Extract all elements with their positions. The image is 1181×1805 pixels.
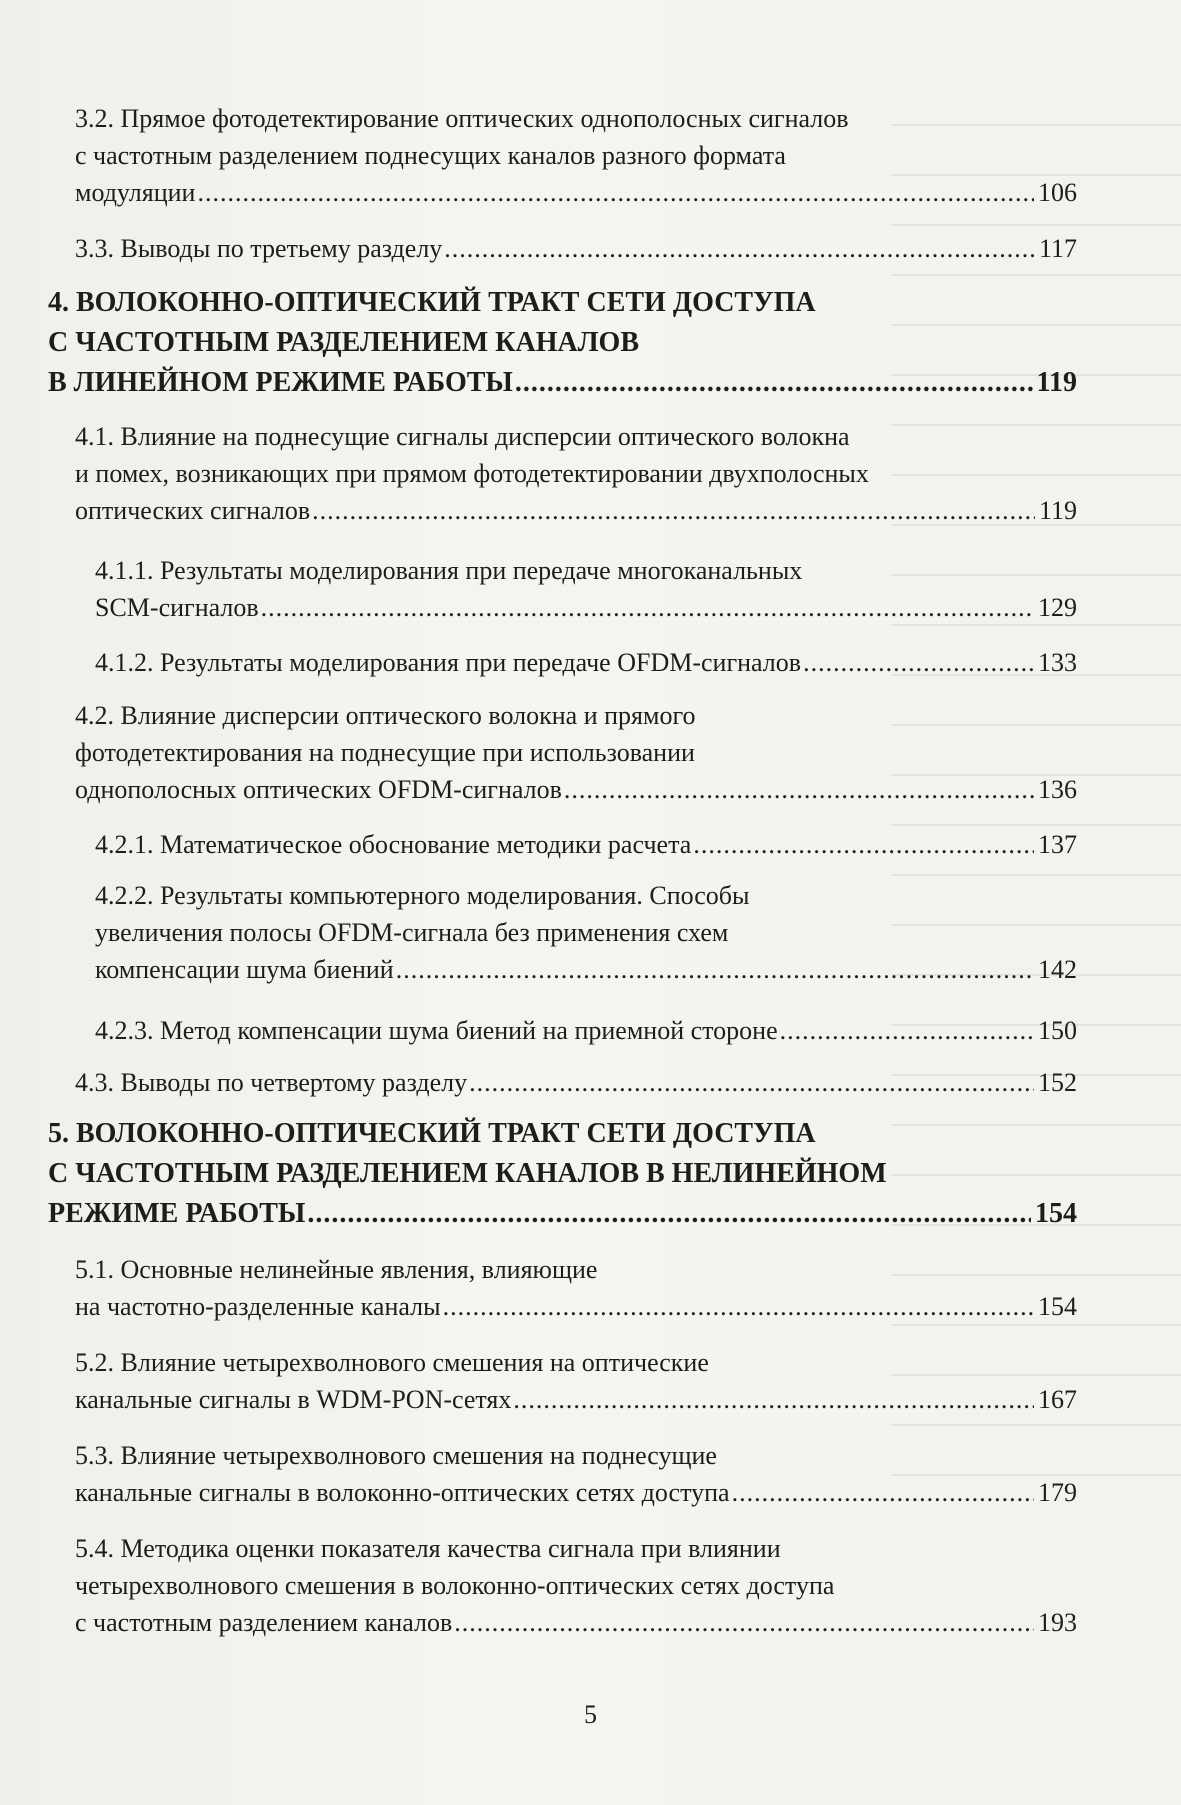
toc-line: 4.2. Влияние дисперсии оптического волокна и прямого: [75, 701, 696, 730]
toc-line: 4.1.1. Результаты моделирования при передаче многоканальных: [95, 556, 803, 585]
toc-page-number: 167: [1038, 1385, 1077, 1414]
toc-title: канальные сигналы в WDM-PON-сетях: [75, 1385, 512, 1414]
dot-leader: [396, 951, 1034, 988]
dot-leader: [261, 589, 1034, 626]
toc-title: РЕЖИМЕ РАБОТЫ: [48, 1198, 306, 1229]
toc-leader-line: [75, 1288, 1077, 1325]
dot-leader: [780, 1012, 1034, 1049]
toc-page-number: 179: [1038, 1478, 1077, 1507]
toc-line: 5. ВОЛОКОННО-ОПТИЧЕСКИЙ ТРАКТ СЕТИ ДОСТУПА: [48, 1118, 816, 1149]
toc-entry-4-1-2: [95, 644, 1077, 681]
toc-title: на частотно-разделенные каналы: [75, 1292, 441, 1321]
toc-leader-line: [75, 230, 1077, 267]
toc-leader-line: [95, 826, 1077, 863]
toc-leader-line: [75, 1381, 1077, 1418]
toc-leader-line: [75, 771, 1077, 808]
dot-leader: [803, 644, 1034, 681]
dot-leader: [564, 771, 1034, 808]
toc-title: 4.2.1. Математическое обоснование методики расчета: [95, 830, 692, 859]
toc-entry-4-2-1: [95, 826, 1077, 863]
toc-page-number: 142: [1038, 955, 1077, 984]
toc-title: 4.3. Выводы по четвертому разделу: [75, 1068, 468, 1097]
toc-page-number: 136: [1038, 775, 1077, 804]
toc-line: 3.2. Прямое фотодетектирование оптических однополосных сигналов: [75, 104, 849, 133]
toc-page-number: 117: [1038, 234, 1077, 263]
toc-entry-4-2-3: [95, 1012, 1077, 1049]
toc-title: с частотным разделением каналов: [75, 1608, 453, 1637]
toc-line: фотодетектирования на поднесущие при использовании: [75, 738, 695, 767]
toc-title: канальные сигналы в волоконно-оптических сетях доступа: [75, 1478, 730, 1507]
toc-page-number: 119: [1038, 496, 1077, 525]
toc-entry-4-2-2: [95, 877, 1077, 988]
dot-leader: [307, 1194, 1031, 1234]
toc-line: увеличения полосы OFDM-сигнала без применения схем: [95, 918, 729, 947]
toc-page-number: 106: [1038, 178, 1077, 207]
toc-title: оптических сигналов: [75, 496, 311, 525]
dot-leader: [444, 230, 1035, 267]
toc-title: SCM-сигналов: [95, 593, 259, 622]
dot-leader: [469, 1064, 1034, 1101]
toc-leader-line: [75, 1474, 1077, 1511]
toc-entry-4-3: [75, 1064, 1077, 1101]
toc-line: 4.2.2. Результаты компьютерного моделирования. Способы: [95, 881, 750, 910]
toc-leader-line: [95, 644, 1077, 681]
toc-entry-5-2: [75, 1344, 1077, 1418]
toc-entry-4-1-1: [95, 552, 1077, 626]
toc-entry-5-3: [75, 1437, 1077, 1511]
toc-page-number: 193: [1038, 1608, 1077, 1637]
page-number: 5: [584, 1700, 597, 1729]
toc-line: С ЧАСТОТНЫМ РАЗДЕЛЕНИЕМ КАНАЛОВ В НЕЛИНЕЙНОМ: [48, 1158, 887, 1189]
toc-title: В ЛИНЕЙНОМ РЕЖИМЕ РАБОТЫ: [48, 367, 513, 398]
toc-leader-line: [75, 492, 1077, 529]
toc-line: и помех, возникающих при прямом фотодетектировании двухполосных: [75, 459, 869, 488]
toc-entry-5-4: [75, 1530, 1077, 1641]
toc-leader-line: [48, 363, 1077, 403]
toc-page-number: 137: [1038, 830, 1077, 859]
toc-page-number: 119: [1036, 367, 1077, 398]
toc-entry-3-3: [75, 230, 1077, 267]
toc-leader-line: [95, 589, 1077, 626]
toc-leader-line: [75, 1604, 1077, 1641]
toc-leader-line: [48, 1194, 1077, 1234]
toc-line: 5.3. Влияние четырехволнового смешения на поднесущие: [75, 1441, 717, 1470]
toc-entry-3-2: [75, 100, 1077, 211]
toc-page-number: 150: [1038, 1016, 1077, 1045]
toc-line: 5.1. Основные нелинейные явления, влияющие: [75, 1255, 598, 1284]
toc-page-number: 154: [1038, 1292, 1077, 1321]
toc-line: 4.1. Влияние на поднесущие сигналы дисперсии оптического волокна: [75, 422, 850, 451]
toc-title: компенсации шума биений: [95, 955, 394, 984]
toc-chapter-5: [48, 1114, 1077, 1234]
toc-line: 4. ВОЛОКОННО-ОПТИЧЕСКИЙ ТРАКТ СЕТИ ДОСТУПА: [48, 287, 816, 318]
toc-entry-5-1: [75, 1251, 1077, 1325]
dot-leader: [197, 174, 1034, 211]
toc-page-number: 152: [1038, 1068, 1077, 1097]
toc-title: 3.3. Выводы по третьему разделу: [75, 234, 443, 263]
dot-leader: [454, 1604, 1034, 1641]
toc-line: С ЧАСТОТНЫМ РАЗДЕЛЕНИЕМ КАНАЛОВ: [48, 327, 640, 358]
toc-title: 4.2.3. Метод компенсации шума биений на приемной стороне: [95, 1016, 778, 1045]
dot-leader: [513, 1381, 1034, 1418]
dot-leader: [443, 1288, 1034, 1325]
toc-chapter-4: [48, 283, 1077, 403]
toc-line: четырехволнового смешения в волоконно-оптических сетях доступа: [75, 1571, 835, 1600]
toc-title: 4.1.2. Результаты моделирования при передаче OFDM-сигналов: [95, 648, 802, 677]
toc-line: с частотным разделением поднесущих каналов разного формата: [75, 141, 786, 170]
dot-leader: [515, 363, 1033, 403]
toc-leader-line: [95, 1012, 1077, 1049]
toc-line: 5.2. Влияние четырехволнового смешения на оптические: [75, 1348, 709, 1377]
toc-leader-line: [95, 951, 1077, 988]
toc-line: 5.4. Методика оценки показателя качества сигнала при влиянии: [75, 1534, 781, 1563]
toc-page-number: 154: [1035, 1198, 1077, 1229]
toc-entry-4-1: [75, 418, 1077, 529]
dot-leader: [693, 826, 1034, 863]
toc-leader-line: [75, 174, 1077, 211]
toc-title: модуляции: [75, 178, 196, 207]
dot-leader: [732, 1474, 1034, 1511]
toc-page-number: 133: [1038, 648, 1077, 677]
toc-title: однополосных оптических OFDM-сигналов: [75, 775, 562, 804]
dot-leader: [312, 492, 1035, 529]
toc-leader-line: [75, 1064, 1077, 1101]
toc-entry-4-2: [75, 697, 1077, 808]
toc-page-number: 129: [1038, 593, 1077, 622]
